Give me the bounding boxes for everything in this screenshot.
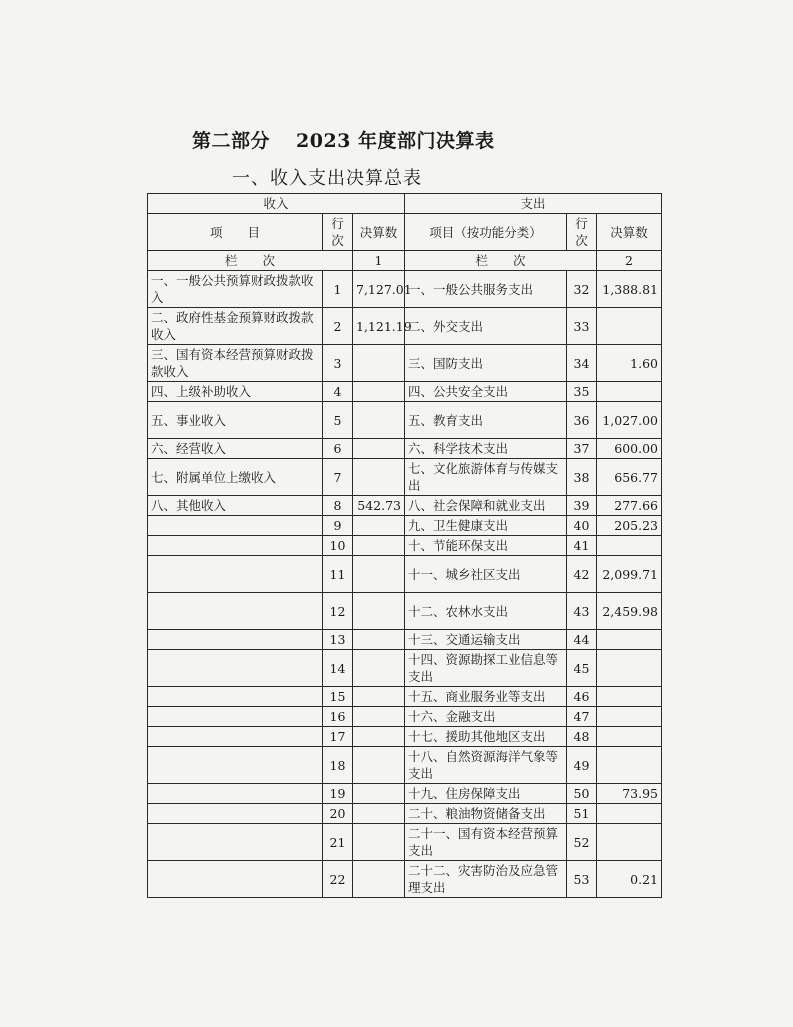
income-row-no-cell: 8 — [323, 496, 353, 516]
expense-row-no-cell: 43 — [567, 593, 597, 630]
expense-amount-cell: 1,388.81 — [597, 271, 662, 308]
expense-row-no-cell: 34 — [567, 345, 597, 382]
expense-row-no-cell: 41 — [567, 536, 597, 556]
expense-amount-cell: 2,459.98 — [597, 593, 662, 630]
income-amount-cell: 542.73 — [353, 496, 405, 516]
expense-item-cell: 十五、商业服务业等支出 — [405, 687, 567, 707]
income-row-no-cell: 1 — [323, 271, 353, 308]
income-row-no-cell: 19 — [323, 784, 353, 804]
income-item-cell: 五、事业收入 — [148, 402, 323, 439]
table-row — [148, 804, 662, 824]
table-row — [148, 747, 662, 784]
column-number-row — [148, 251, 662, 271]
page-title — [192, 126, 495, 153]
expense-amount-cell: 1.60 — [597, 345, 662, 382]
expense-item-cell: 二十、粮油物资储备支出 — [405, 804, 567, 824]
expense-row-no-cell: 53 — [567, 861, 597, 898]
expense-amount-cell: 2,099.71 — [597, 556, 662, 593]
table-row — [148, 593, 662, 630]
income-row-no-cell: 2 — [323, 308, 353, 345]
lanci-label: 栏 次 — [148, 251, 353, 271]
income-item-cell — [148, 747, 323, 784]
expense-item-cell: 十、节能环保支出 — [405, 536, 567, 556]
expense-row-no-cell: 51 — [567, 804, 597, 824]
expense-item-cell: 二、外交支出 — [405, 308, 567, 345]
expense-amount-cell: 73.95 — [597, 784, 662, 804]
expense-amount-cell — [597, 630, 662, 650]
income-row-no-cell: 11 — [323, 556, 353, 593]
table-row — [148, 861, 662, 898]
income-item-cell — [148, 593, 323, 630]
expense-row-no-cell: 46 — [567, 687, 597, 707]
table-column-header-row — [148, 214, 662, 251]
expense-item-cell: 八、社会保障和就业支出 — [405, 496, 567, 516]
expense-header: 支出 — [405, 194, 662, 214]
expense-amount-cell — [597, 650, 662, 687]
expense-row-no-cell: 50 — [567, 784, 597, 804]
col-row-header: 行次 — [323, 214, 353, 251]
col-amount-header: 决算数 — [353, 214, 405, 251]
income-row-no-cell: 12 — [323, 593, 353, 630]
income-amount-cell — [353, 402, 405, 439]
income-item-cell — [148, 516, 323, 536]
table-row — [148, 308, 662, 345]
expense-item-cell: 五、教育支出 — [405, 402, 567, 439]
income-row-no-cell: 7 — [323, 459, 353, 496]
expense-row-no-cell: 45 — [567, 650, 597, 687]
expense-item-cell: 四、公共安全支出 — [405, 382, 567, 402]
income-row-no-cell: 13 — [323, 630, 353, 650]
income-item-cell — [148, 707, 323, 727]
expense-row-no-cell: 52 — [567, 824, 597, 861]
income-item-cell: 七、附属单位上缴收入 — [148, 459, 323, 496]
expense-row-no-cell: 48 — [567, 727, 597, 747]
expense-row-no-cell: 33 — [567, 308, 597, 345]
income-item-cell — [148, 536, 323, 556]
col-amount2-header: 决算数 — [597, 214, 662, 251]
table-row — [148, 707, 662, 727]
income-item-cell — [148, 630, 323, 650]
expense-item-cell: 十一、城乡社区支出 — [405, 556, 567, 593]
expense-item-cell: 十八、自然资源海洋气象等支出 — [405, 747, 567, 784]
expense-row-no-cell: 39 — [567, 496, 597, 516]
income-amount-cell — [353, 630, 405, 650]
income-row-no-cell: 6 — [323, 439, 353, 459]
col-row2-header: 行次 — [567, 214, 597, 251]
expense-amount-cell — [597, 308, 662, 345]
income-item-cell: 六、经营收入 — [148, 439, 323, 459]
col-number-2: 2 — [597, 251, 662, 271]
expense-amount-cell — [597, 687, 662, 707]
income-amount-cell — [353, 459, 405, 496]
expense-row-no-cell: 38 — [567, 459, 597, 496]
expense-item-cell: 十三、交通运输支出 — [405, 630, 567, 650]
table-row — [148, 556, 662, 593]
income-row-no-cell: 22 — [323, 861, 353, 898]
section-subtitle: 一、收入支出决算总表 — [232, 168, 422, 189]
income-item-cell: 三、国有资本经营预算财政拨款收入 — [148, 345, 323, 382]
table-row — [148, 784, 662, 804]
expense-amount-cell — [597, 804, 662, 824]
expense-item-cell: 九、卫生健康支出 — [405, 516, 567, 536]
table-row — [148, 345, 662, 382]
income-item-cell — [148, 804, 323, 824]
income-amount-cell — [353, 687, 405, 707]
expense-item-cell: 三、国防支出 — [405, 345, 567, 382]
expense-amount-cell: 656.77 — [597, 459, 662, 496]
income-row-no-cell: 3 — [323, 345, 353, 382]
income-row-no-cell: 10 — [323, 536, 353, 556]
income-amount-cell — [353, 536, 405, 556]
expense-amount-cell — [597, 707, 662, 727]
table-row — [148, 687, 662, 707]
title-part: 第二部分 — [192, 130, 271, 152]
income-amount-cell: 1,121.19 — [353, 308, 405, 345]
col-number-1: 1 — [353, 251, 405, 271]
income-row-no-cell: 5 — [323, 402, 353, 439]
income-row-no-cell: 17 — [323, 727, 353, 747]
expense-row-no-cell: 42 — [567, 556, 597, 593]
budget-summary-table — [147, 193, 662, 898]
expense-amount-cell: 277.66 — [597, 496, 662, 516]
income-amount-cell — [353, 439, 405, 459]
income-item-cell — [148, 650, 323, 687]
income-amount-cell — [353, 861, 405, 898]
table-row — [148, 271, 662, 308]
income-amount-cell — [353, 804, 405, 824]
expense-row-no-cell: 49 — [567, 747, 597, 784]
expense-item-cell: 十七、援助其他地区支出 — [405, 727, 567, 747]
table-body — [148, 271, 662, 898]
expense-amount-cell — [597, 824, 662, 861]
table-row — [148, 727, 662, 747]
income-amount-cell — [353, 382, 405, 402]
income-item-cell: 四、上级补助收入 — [148, 382, 323, 402]
income-item-cell — [148, 687, 323, 707]
table-row — [148, 496, 662, 516]
expense-item-cell: 六、科学技术支出 — [405, 439, 567, 459]
expense-amount-cell — [597, 536, 662, 556]
income-amount-cell — [353, 650, 405, 687]
income-row-no-cell: 15 — [323, 687, 353, 707]
income-row-no-cell: 9 — [323, 516, 353, 536]
income-item-cell — [148, 824, 323, 861]
expense-row-no-cell: 37 — [567, 439, 597, 459]
table-row — [148, 536, 662, 556]
expense-item-cell: 十六、金融支出 — [405, 707, 567, 727]
lanci-label-2: 栏 次 — [405, 251, 597, 271]
expense-amount-cell: 0.21 — [597, 861, 662, 898]
expense-item-cell: 十九、住房保障支出 — [405, 784, 567, 804]
expense-row-no-cell: 47 — [567, 707, 597, 727]
table-row — [148, 630, 662, 650]
income-amount-cell — [353, 784, 405, 804]
income-row-no-cell: 20 — [323, 804, 353, 824]
expense-row-no-cell: 36 — [567, 402, 597, 439]
expense-row-no-cell: 44 — [567, 630, 597, 650]
income-amount-cell — [353, 593, 405, 630]
income-row-no-cell: 18 — [323, 747, 353, 784]
income-amount-cell: 7,127.01 — [353, 271, 405, 308]
income-amount-cell — [353, 747, 405, 784]
income-row-no-cell: 16 — [323, 707, 353, 727]
income-amount-cell — [353, 345, 405, 382]
income-header: 收入 — [148, 194, 405, 214]
expense-row-no-cell: 40 — [567, 516, 597, 536]
expense-item-cell: 一、一般公共服务支出 — [405, 271, 567, 308]
income-amount-cell — [353, 556, 405, 593]
income-row-no-cell: 21 — [323, 824, 353, 861]
income-item-cell — [148, 727, 323, 747]
income-amount-cell — [353, 727, 405, 747]
income-amount-cell — [353, 516, 405, 536]
expense-amount-cell: 600.00 — [597, 439, 662, 459]
table-header-group-row — [148, 194, 662, 214]
table-row — [148, 402, 662, 439]
title-main: 2023 年度部门决算表 — [296, 130, 495, 152]
table-row — [148, 459, 662, 496]
col-item-func-header: 项目（按功能分类） — [405, 214, 567, 251]
income-row-no-cell: 4 — [323, 382, 353, 402]
table-row — [148, 439, 662, 459]
expense-item-cell: 十二、农林水支出 — [405, 593, 567, 630]
expense-item-cell: 二十一、国有资本经营预算支出 — [405, 824, 567, 861]
income-item-cell: 一、一般公共预算财政拨款收入 — [148, 271, 323, 308]
table-row — [148, 824, 662, 861]
income-item-cell: 八、其他收入 — [148, 496, 323, 516]
expense-amount-cell — [597, 382, 662, 402]
expense-amount-cell: 205.23 — [597, 516, 662, 536]
expense-amount-cell — [597, 727, 662, 747]
expense-amount-cell — [597, 747, 662, 784]
income-row-no-cell: 14 — [323, 650, 353, 687]
income-item-cell — [148, 556, 323, 593]
income-amount-cell — [353, 707, 405, 727]
expense-item-cell: 七、文化旅游体育与传媒支出 — [405, 459, 567, 496]
income-amount-cell — [353, 824, 405, 861]
income-item-cell: 二、政府性基金预算财政拨款收入 — [148, 308, 323, 345]
col-item-header: 项 目 — [148, 214, 323, 251]
income-item-cell — [148, 861, 323, 898]
expense-row-no-cell: 32 — [567, 271, 597, 308]
expense-item-cell: 二十二、灾害防治及应急管理支出 — [405, 861, 567, 898]
table-row — [148, 382, 662, 402]
expense-amount-cell: 1,027.00 — [597, 402, 662, 439]
table-row — [148, 650, 662, 687]
income-item-cell — [148, 784, 323, 804]
table-row — [148, 516, 662, 536]
expense-row-no-cell: 35 — [567, 382, 597, 402]
expense-item-cell: 十四、资源勘探工业信息等支出 — [405, 650, 567, 687]
